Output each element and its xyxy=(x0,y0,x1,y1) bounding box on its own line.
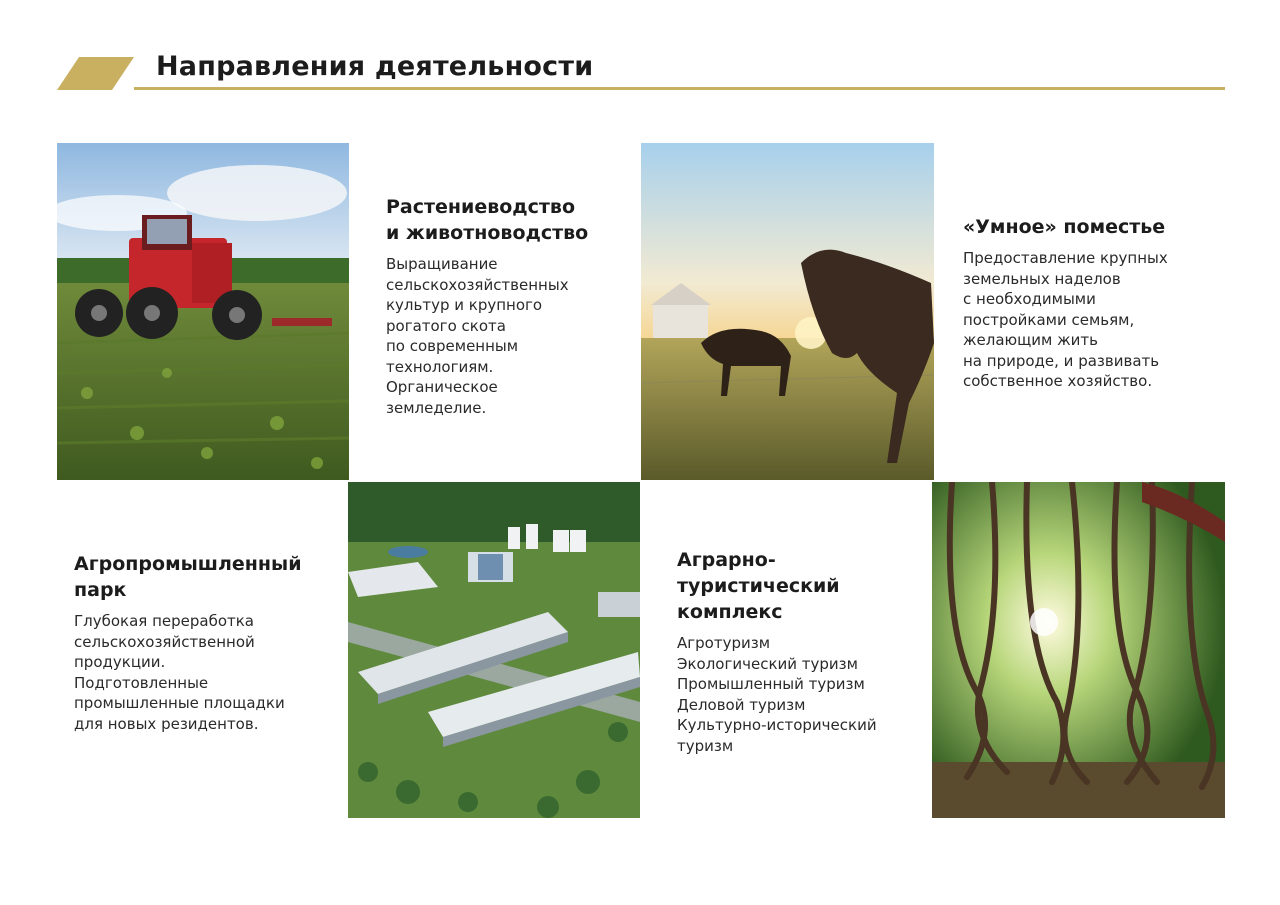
block-smart-estate xyxy=(963,214,1223,392)
header-accent-parallelogram xyxy=(57,57,134,90)
block-crop-livestock xyxy=(386,194,631,418)
industrial-park-aerial-photo xyxy=(348,482,640,818)
block-agro-tourism xyxy=(677,547,932,756)
header-rule xyxy=(134,87,1225,90)
tractor-field-photo xyxy=(57,143,349,480)
block-description: Предоставление крупных земельных наделов с необходимыми постройками семьям, желающим жить на природе, и развивать собственное хозяйство. xyxy=(963,249,1168,390)
block-description: Глубокая переработка сельскохозяйственной продукции. Подготовленные промышленные площадки для новых резидентов. xyxy=(74,612,285,733)
pine-forest-photo xyxy=(932,482,1225,818)
page-title: Направления деятельности xyxy=(156,51,594,82)
block-agroindustrial-park xyxy=(74,551,334,734)
block-title: Аграрно- туристический комплекс xyxy=(677,549,840,623)
block-description: Выращивание сельскохозяйственных культур и крупного рогатого скота по современным технологиям. Органическое земледелие. xyxy=(386,255,569,417)
block-title: Агропромышленный парк xyxy=(74,553,302,601)
block-title: «Умное» поместье xyxy=(963,216,1166,238)
block-title: Растениеводство и животноводство xyxy=(386,196,589,244)
block-description: Агротуризм Экологический туризм Промышленный туризм Деловой туризм Культурно-исторический туризм xyxy=(677,634,877,755)
horses-meadow-photo xyxy=(641,143,934,480)
